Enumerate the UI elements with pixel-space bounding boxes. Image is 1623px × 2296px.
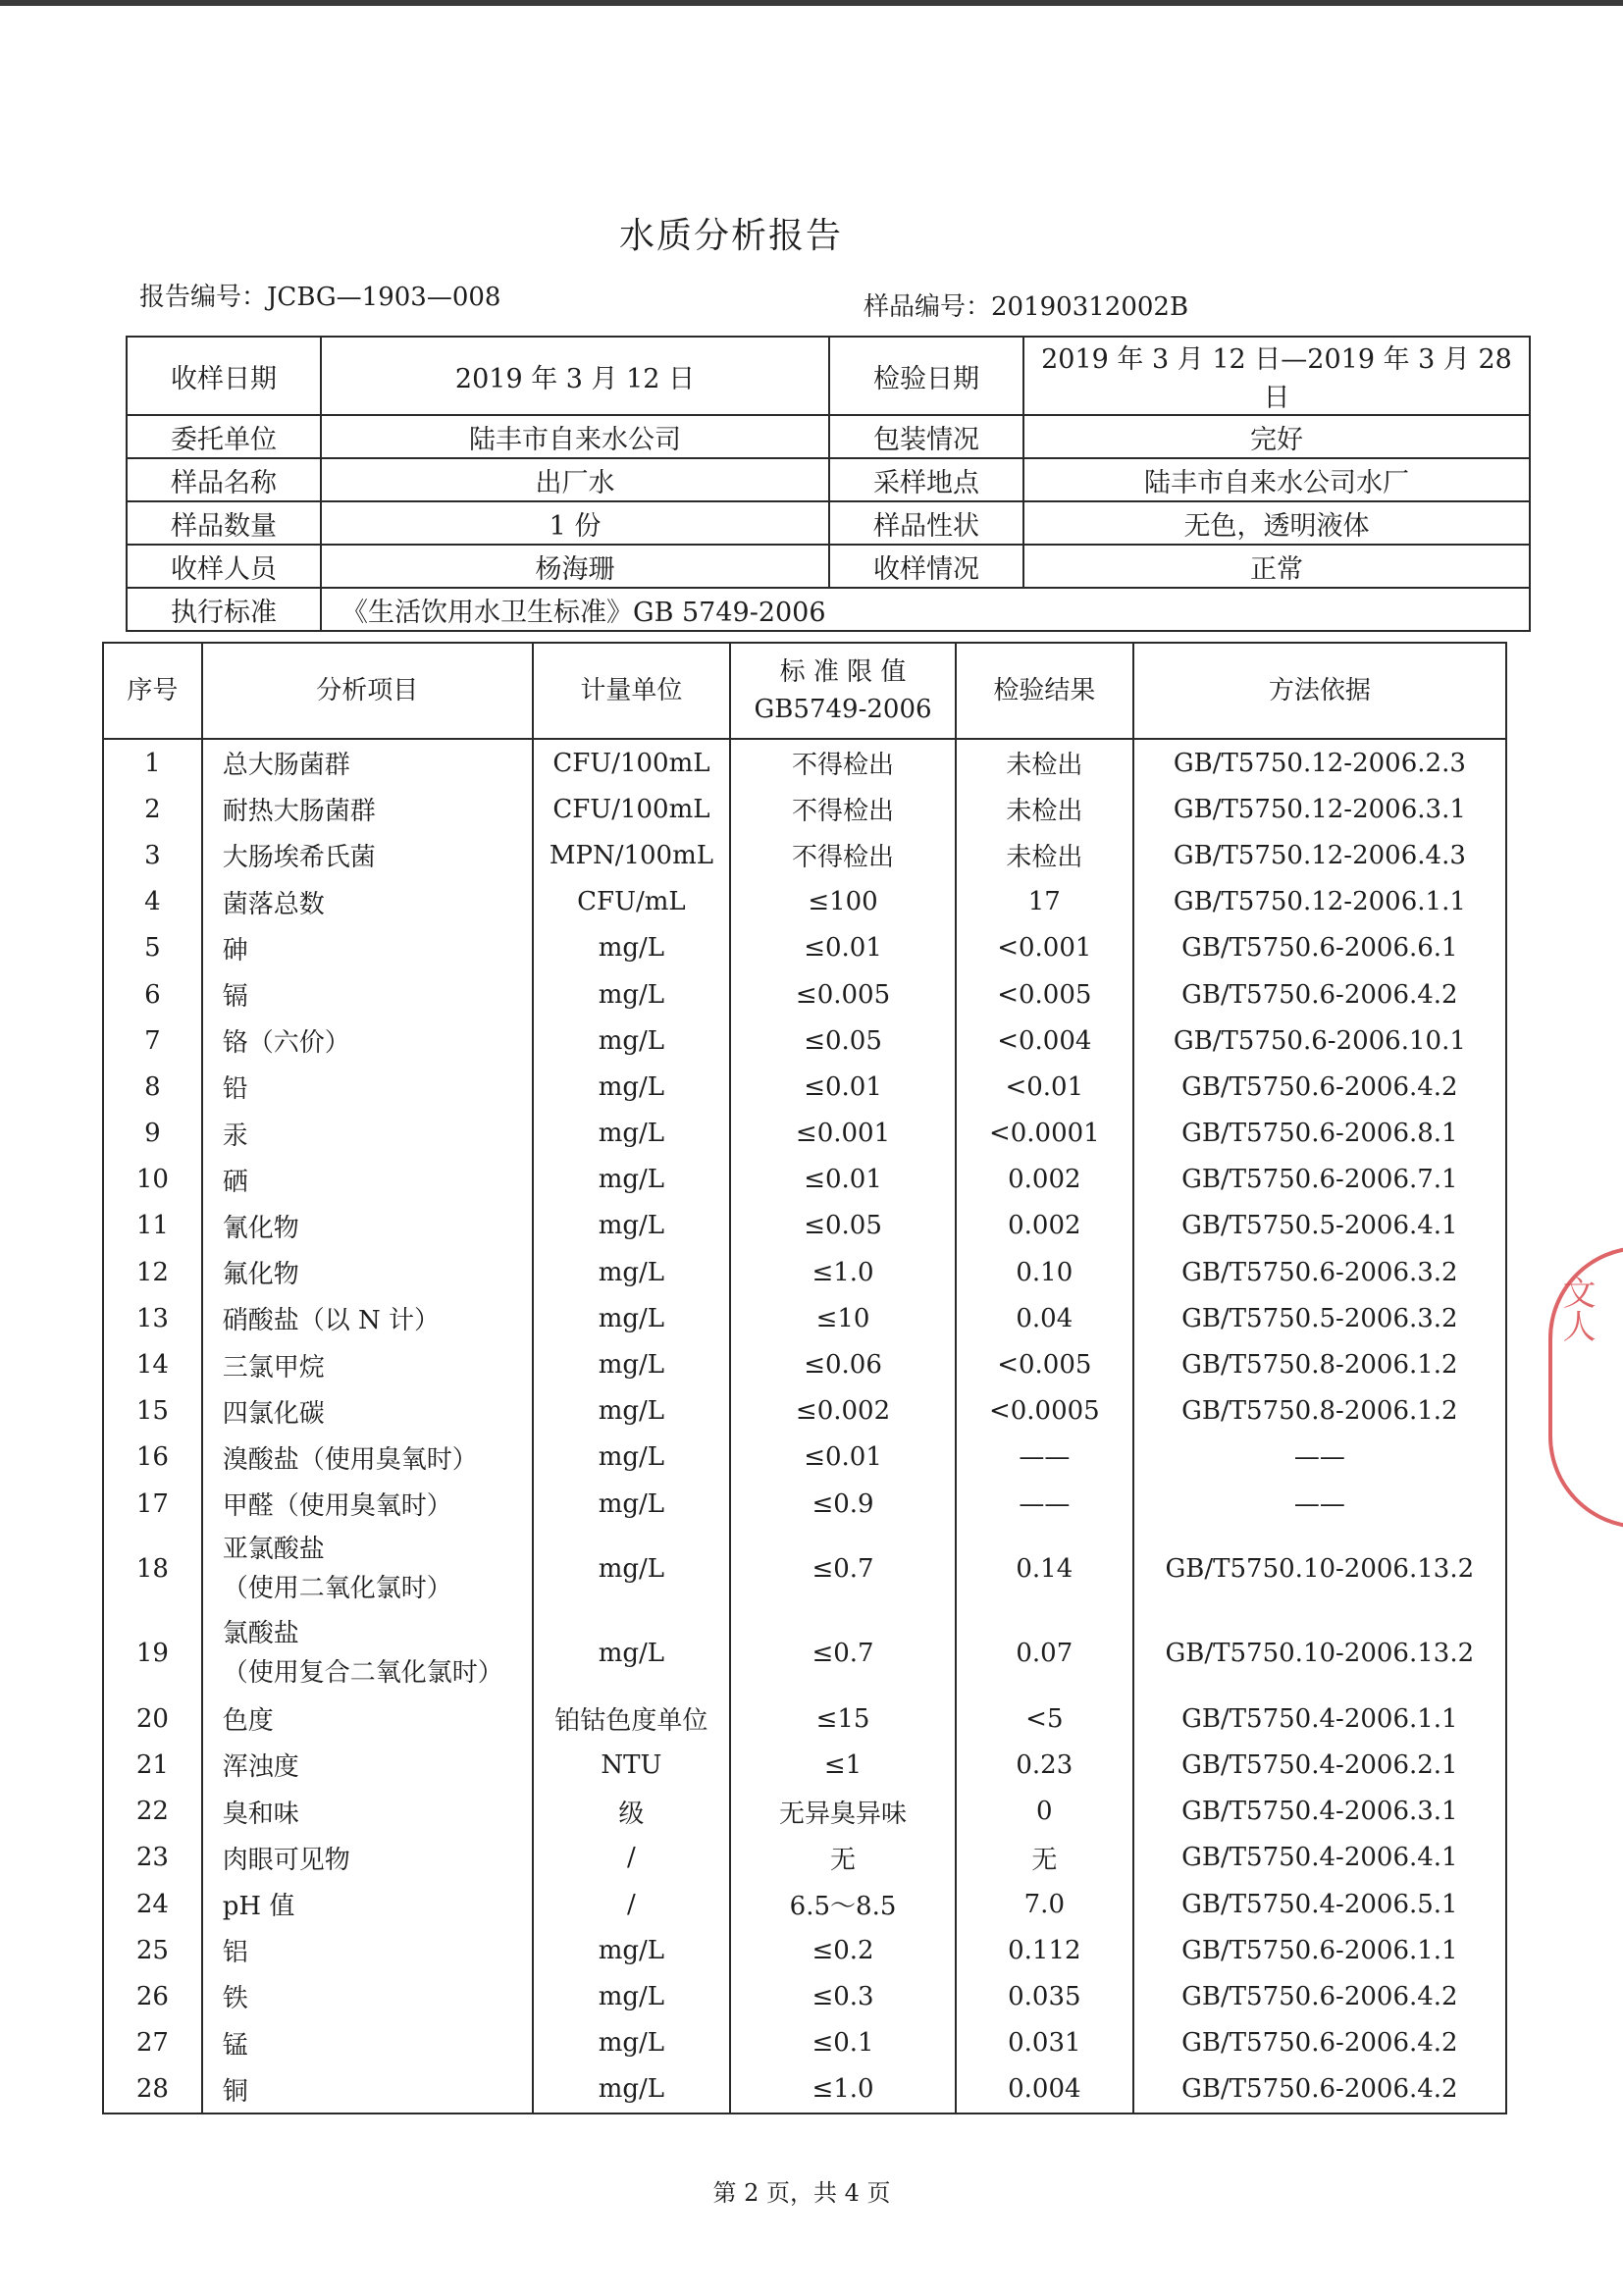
cell-item: 氰化物 <box>202 1203 533 1249</box>
cell-item: 铁 <box>202 1973 533 2019</box>
cell-unit: mg/L <box>533 2020 730 2066</box>
table-row <box>103 1611 1506 1696</box>
cell-no: 23 <box>103 1835 202 1881</box>
cell-no: 3 <box>103 832 202 878</box>
cell-item: 总大肠菌群 <box>202 739 533 786</box>
cell-method: GB/T5750.6-2006.6.1 <box>1133 925 1506 971</box>
cell-method: GB/T5750.4-2006.5.1 <box>1133 1881 1506 1927</box>
table-row <box>103 1018 1506 1064</box>
cell-limit: ≤0.7 <box>730 1611 956 1696</box>
cell-limit: 不得检出 <box>730 786 956 832</box>
header-result: 检验结果 <box>956 643 1133 739</box>
cell-unit: mg/L <box>533 1435 730 1481</box>
standard-label: 执行标准 <box>127 588 321 631</box>
cell-method: GB/T5750.6-2006.4.2 <box>1133 1064 1506 1110</box>
cell-no: 8 <box>103 1064 202 1110</box>
cell-no: 1 <box>103 739 202 786</box>
cell-limit: ≤0.001 <box>730 1111 956 1157</box>
cell-item: 甲醛（使用臭氧时） <box>202 1481 533 1527</box>
cell-limit: ≤0.01 <box>730 925 956 971</box>
cell-result: 0.04 <box>956 1295 1133 1341</box>
cell-unit: 级 <box>533 1789 730 1835</box>
info-row <box>127 588 1530 631</box>
table-row <box>103 1742 1506 1788</box>
cell-no: 21 <box>103 1742 202 1788</box>
cell-result: 0.10 <box>956 1249 1133 1295</box>
table-row <box>103 1927 1506 1973</box>
cell-method: GB/T5750.4-2006.3.1 <box>1133 1789 1506 1835</box>
item-condition: （使用复合二氧化氯时） <box>222 1658 503 1689</box>
cell-method: GB/T5750.6-2006.4.2 <box>1133 1973 1506 2019</box>
cell-limit: ≤0.7 <box>730 1527 956 1611</box>
cell-method: GB/T5750.6-2006.4.2 <box>1133 971 1506 1018</box>
cell-result: 0.004 <box>956 2066 1133 2113</box>
cell-unit: mg/L <box>533 1111 730 1157</box>
receive-status-value: 正常 <box>1023 545 1530 588</box>
quantity-value: 1 份 <box>321 501 829 545</box>
cell-item: 铅 <box>202 1064 533 1110</box>
cell-item: 氟化物 <box>202 1249 533 1295</box>
table-row <box>103 1435 1506 1481</box>
cell-item: 菌落总数 <box>202 879 533 925</box>
packaging-value: 完好 <box>1023 415 1530 458</box>
table-row <box>103 1203 1506 1249</box>
cell-unit: mg/L <box>533 1927 730 1973</box>
cell-unit: mg/L <box>533 925 730 971</box>
cell-no: 17 <box>103 1481 202 1527</box>
cell-method: GB/T5750.10-2006.13.2 <box>1133 1611 1506 1696</box>
cell-method: GB/T5750.4-2006.1.1 <box>1133 1696 1506 1742</box>
client-value: 陆丰市自来水公司 <box>321 415 829 458</box>
cell-no: 26 <box>103 1973 202 2019</box>
cell-result: 无 <box>956 1835 1133 1881</box>
cell-no: 24 <box>103 1881 202 1927</box>
sample-name-value: 出厂水 <box>321 458 829 501</box>
cell-no: 14 <box>103 1341 202 1387</box>
cell-limit: ≤0.3 <box>730 1973 956 2019</box>
receive-date-label: 收样日期 <box>127 337 321 415</box>
cell-item: 硒 <box>202 1157 533 1203</box>
cell-unit: MPN/100mL <box>533 832 730 878</box>
cell-limit: 无 <box>730 1835 956 1881</box>
cell-unit: mg/L <box>533 1481 730 1527</box>
analysis-table <box>102 642 1507 2114</box>
cell-method: GB/T5750.12-2006.1.1 <box>1133 879 1506 925</box>
cell-result: 0.14 <box>956 1527 1133 1611</box>
info-row <box>127 458 1530 501</box>
table-row <box>103 739 1506 786</box>
cell-item: 镉 <box>202 971 533 1018</box>
cell-result: <5 <box>956 1696 1133 1742</box>
test-date-value: 2019 年 3 月 12 日—2019 年 3 月 28 日 <box>1023 337 1530 415</box>
cell-no: 6 <box>103 971 202 1018</box>
cell-result: 未检出 <box>956 786 1133 832</box>
cell-limit: ≤10 <box>730 1295 956 1341</box>
cell-item: 浑浊度 <box>202 1742 533 1788</box>
cell-item: 砷 <box>202 925 533 971</box>
table-row <box>103 2066 1506 2113</box>
red-seal-text: 文人 <box>1556 1276 1596 1342</box>
cell-no: 5 <box>103 925 202 971</box>
cell-method: GB/T5750.6-2006.4.2 <box>1133 2020 1506 2066</box>
cell-method: GB/T5750.4-2006.4.1 <box>1133 1835 1506 1881</box>
cell-result: 0.002 <box>956 1203 1133 1249</box>
cell-unit: 铂钴色度单位 <box>533 1696 730 1742</box>
table-row <box>103 879 1506 925</box>
cell-method: GB/T5750.5-2006.3.2 <box>1133 1295 1506 1341</box>
cell-unit: mg/L <box>533 1611 730 1696</box>
cell-method: GB/T5750.6-2006.4.2 <box>1133 2066 1506 2113</box>
cell-no: 28 <box>103 2066 202 2113</box>
cell-no: 12 <box>103 1249 202 1295</box>
cell-method: GB/T5750.12-2006.4.3 <box>1133 832 1506 878</box>
table-row <box>103 925 1506 971</box>
cell-limit: 不得检出 <box>730 832 956 878</box>
info-row <box>127 545 1530 588</box>
cell-method: GB/T5750.5-2006.4.1 <box>1133 1203 1506 1249</box>
sample-name-label: 样品名称 <box>127 458 321 501</box>
item-name: 氯酸盐 <box>222 1619 299 1649</box>
cell-item: 铜 <box>202 2066 533 2113</box>
cell-limit: ≤0.9 <box>730 1481 956 1527</box>
sample-info-table <box>126 336 1531 632</box>
cell-limit: ≤0.005 <box>730 971 956 1018</box>
cell-no: 2 <box>103 786 202 832</box>
client-label: 委托单位 <box>127 415 321 458</box>
cell-no: 9 <box>103 1111 202 1157</box>
cell-result: <0.004 <box>956 1018 1133 1064</box>
cell-unit: / <box>533 1835 730 1881</box>
cell-method: GB/T5750.12-2006.3.1 <box>1133 786 1506 832</box>
page-number: 第 2 页，共 4 页 <box>712 2179 891 2207</box>
sample-property-label: 样品性状 <box>829 501 1023 545</box>
cell-unit: CFU/100mL <box>533 739 730 786</box>
cell-method: GB/T5750.6-2006.3.2 <box>1133 1249 1506 1295</box>
packaging-label: 包装情况 <box>829 415 1023 458</box>
cell-unit: mg/L <box>533 1527 730 1611</box>
cell-no: 27 <box>103 2020 202 2066</box>
cell-method: GB/T5750.10-2006.13.2 <box>1133 1527 1506 1611</box>
cell-limit: ≤0.01 <box>730 1157 956 1203</box>
cell-item: 铝 <box>202 1927 533 1973</box>
table-row <box>103 1295 1506 1341</box>
cell-unit: mg/L <box>533 1295 730 1341</box>
cell-item <box>202 1527 533 1611</box>
cell-result: <0.005 <box>956 971 1133 1018</box>
table-row <box>103 1249 1506 1295</box>
cell-item: 铬（六价） <box>202 1018 533 1064</box>
receiver-label: 收样人员 <box>127 545 321 588</box>
cell-item: 大肠埃希氏菌 <box>202 832 533 878</box>
cell-method: GB/T5750.8-2006.1.2 <box>1133 1341 1506 1387</box>
cell-result: <0.01 <box>956 1064 1133 1110</box>
cell-result: 0.23 <box>956 1742 1133 1788</box>
cell-unit: mg/L <box>533 1341 730 1387</box>
analysis-rows <box>103 739 1506 2113</box>
cell-limit: ≤1 <box>730 1742 956 1788</box>
quantity-label: 样品数量 <box>127 501 321 545</box>
table-row <box>103 832 1506 878</box>
header-limit-standard: GB5749-2006 <box>754 695 932 724</box>
cell-unit: mg/L <box>533 971 730 1018</box>
cell-method: GB/T5750.6-2006.7.1 <box>1133 1157 1506 1203</box>
table-row <box>103 1696 1506 1742</box>
cell-item: 溴酸盐（使用臭氧时） <box>202 1435 533 1481</box>
cell-unit: mg/L <box>533 1973 730 2019</box>
cell-item: 色度 <box>202 1696 533 1742</box>
cell-item: 锰 <box>202 2020 533 2066</box>
cell-method: GB/T5750.6-2006.8.1 <box>1133 1111 1506 1157</box>
cell-result: 17 <box>956 879 1133 925</box>
cell-no: 25 <box>103 1927 202 1973</box>
cell-method: GB/T5750.4-2006.2.1 <box>1133 1742 1506 1788</box>
info-row <box>127 337 1530 415</box>
receiver-value: 杨海珊 <box>321 545 829 588</box>
cell-unit: mg/L <box>533 1157 730 1203</box>
table-row <box>103 1341 1506 1387</box>
cell-result: <0.005 <box>956 1341 1133 1387</box>
cell-limit: ≤0.06 <box>730 1341 956 1387</box>
table-row <box>103 786 1506 832</box>
cell-result: <0.0001 <box>956 1111 1133 1157</box>
header-limit <box>730 643 956 739</box>
cell-item: pH 值 <box>202 1881 533 1927</box>
cell-limit: 无异臭异味 <box>730 1789 956 1835</box>
cell-item: 肉眼可见物 <box>202 1835 533 1881</box>
cell-result: <0.0005 <box>956 1388 1133 1435</box>
cell-result: 0.07 <box>956 1611 1133 1696</box>
item-name: 亚氯酸盐 <box>222 1535 325 1565</box>
cell-limit: ≤1.0 <box>730 2066 956 2113</box>
sample-property-value: 无色，透明液体 <box>1023 501 1530 545</box>
table-row <box>103 1973 1506 2019</box>
header-no: 序号 <box>103 643 202 739</box>
cell-method: GB/T5750.6-2006.1.1 <box>1133 1927 1506 1973</box>
table-row <box>103 1388 1506 1435</box>
cell-limit: ≤0.002 <box>730 1388 956 1435</box>
header-method: 方法依据 <box>1133 643 1506 739</box>
header-unit: 计量单位 <box>533 643 730 739</box>
cell-limit: ≤0.01 <box>730 1435 956 1481</box>
table-row <box>103 1527 1506 1611</box>
receive-status-label: 收样情况 <box>829 545 1023 588</box>
table-row <box>103 1481 1506 1527</box>
cell-item: 耐热大肠菌群 <box>202 786 533 832</box>
cell-no: 10 <box>103 1157 202 1203</box>
receive-date-value: 2019 年 3 月 12 日 <box>321 337 829 415</box>
table-row <box>103 1064 1506 1110</box>
cell-result: 未检出 <box>956 739 1133 786</box>
cell-no: 4 <box>103 879 202 925</box>
cell-result: 0.035 <box>956 1973 1133 2019</box>
cell-result: 0.112 <box>956 1927 1133 1973</box>
cell-limit: 6.5～8.5 <box>730 1881 956 1927</box>
info-row <box>127 501 1530 545</box>
cell-result: 7.0 <box>956 1881 1133 1927</box>
cell-unit: mg/L <box>533 1388 730 1435</box>
table-row <box>103 971 1506 1018</box>
page-title: 水质分析报告 <box>618 216 843 256</box>
table-row <box>103 1881 1506 1927</box>
cell-unit: mg/L <box>533 2066 730 2113</box>
header-item: 分析项目 <box>202 643 533 739</box>
cell-no: 11 <box>103 1203 202 1249</box>
cell-no: 15 <box>103 1388 202 1435</box>
cell-result: <0.001 <box>956 925 1133 971</box>
table-row <box>103 1111 1506 1157</box>
cell-result: 0.031 <box>956 2020 1133 2066</box>
cell-item: 汞 <box>202 1111 533 1157</box>
cell-no: 20 <box>103 1696 202 1742</box>
item-condition: （使用二氧化氯时） <box>222 1574 452 1604</box>
cell-result: —— <box>956 1435 1133 1481</box>
cell-limit: ≤0.05 <box>730 1203 956 1249</box>
scan-edge <box>0 0 1623 6</box>
cell-limit: ≤0.01 <box>730 1064 956 1110</box>
sampling-site-value: 陆丰市自来水公司水厂 <box>1023 458 1530 501</box>
cell-limit: ≤100 <box>730 879 956 925</box>
header-limit-title: 标 准 限 值 <box>779 657 907 687</box>
table-header-row <box>103 643 1506 739</box>
cell-item <box>202 1611 533 1696</box>
cell-no: 22 <box>103 1789 202 1835</box>
cell-unit: / <box>533 1881 730 1927</box>
cell-unit: mg/L <box>533 1018 730 1064</box>
cell-result: 未检出 <box>956 832 1133 878</box>
cell-unit: CFU/mL <box>533 879 730 925</box>
cell-limit: ≤1.0 <box>730 1249 956 1295</box>
cell-method: GB/T5750.8-2006.1.2 <box>1133 1388 1506 1435</box>
cell-result: 0.002 <box>956 1157 1133 1203</box>
table-row <box>103 1157 1506 1203</box>
cell-limit: ≤0.1 <box>730 2020 956 2066</box>
test-date-label: 检验日期 <box>829 337 1023 415</box>
cell-limit: ≤0.05 <box>730 1018 956 1064</box>
cell-unit: NTU <box>533 1742 730 1788</box>
table-row <box>103 1789 1506 1835</box>
cell-unit: CFU/100mL <box>533 786 730 832</box>
info-row <box>127 415 1530 458</box>
cell-unit: mg/L <box>533 1249 730 1295</box>
sampling-site-label: 采样地点 <box>829 458 1023 501</box>
cell-method: —— <box>1133 1435 1506 1481</box>
cell-item: 四氯化碳 <box>202 1388 533 1435</box>
standard-value: 《生活饮用水卫生标准》GB 5749-2006 <box>321 588 1530 631</box>
sample-number: 样品编号：20190312002B <box>864 292 1189 322</box>
cell-no: 19 <box>103 1611 202 1696</box>
cell-item: 三氯甲烷 <box>202 1341 533 1387</box>
cell-no: 7 <box>103 1018 202 1064</box>
cell-no: 13 <box>103 1295 202 1341</box>
table-row <box>103 2020 1506 2066</box>
cell-limit: 不得检出 <box>730 739 956 786</box>
cell-item: 臭和味 <box>202 1789 533 1835</box>
cell-limit: ≤15 <box>730 1696 956 1742</box>
table-row <box>103 1835 1506 1881</box>
cell-unit: mg/L <box>533 1064 730 1110</box>
cell-limit: ≤0.2 <box>730 1927 956 1973</box>
cell-method: GB/T5750.12-2006.2.3 <box>1133 739 1506 786</box>
cell-item: 硝酸盐（以 N 计） <box>202 1295 533 1341</box>
cell-unit: mg/L <box>533 1203 730 1249</box>
cell-method: GB/T5750.6-2006.10.1 <box>1133 1018 1506 1064</box>
cell-no: 16 <box>103 1435 202 1481</box>
cell-no: 18 <box>103 1527 202 1611</box>
cell-result: 0 <box>956 1789 1133 1835</box>
cell-method: —— <box>1133 1481 1506 1527</box>
report-number: 报告编号：JCBG—1903—008 <box>139 283 501 312</box>
cell-result: —— <box>956 1481 1133 1527</box>
